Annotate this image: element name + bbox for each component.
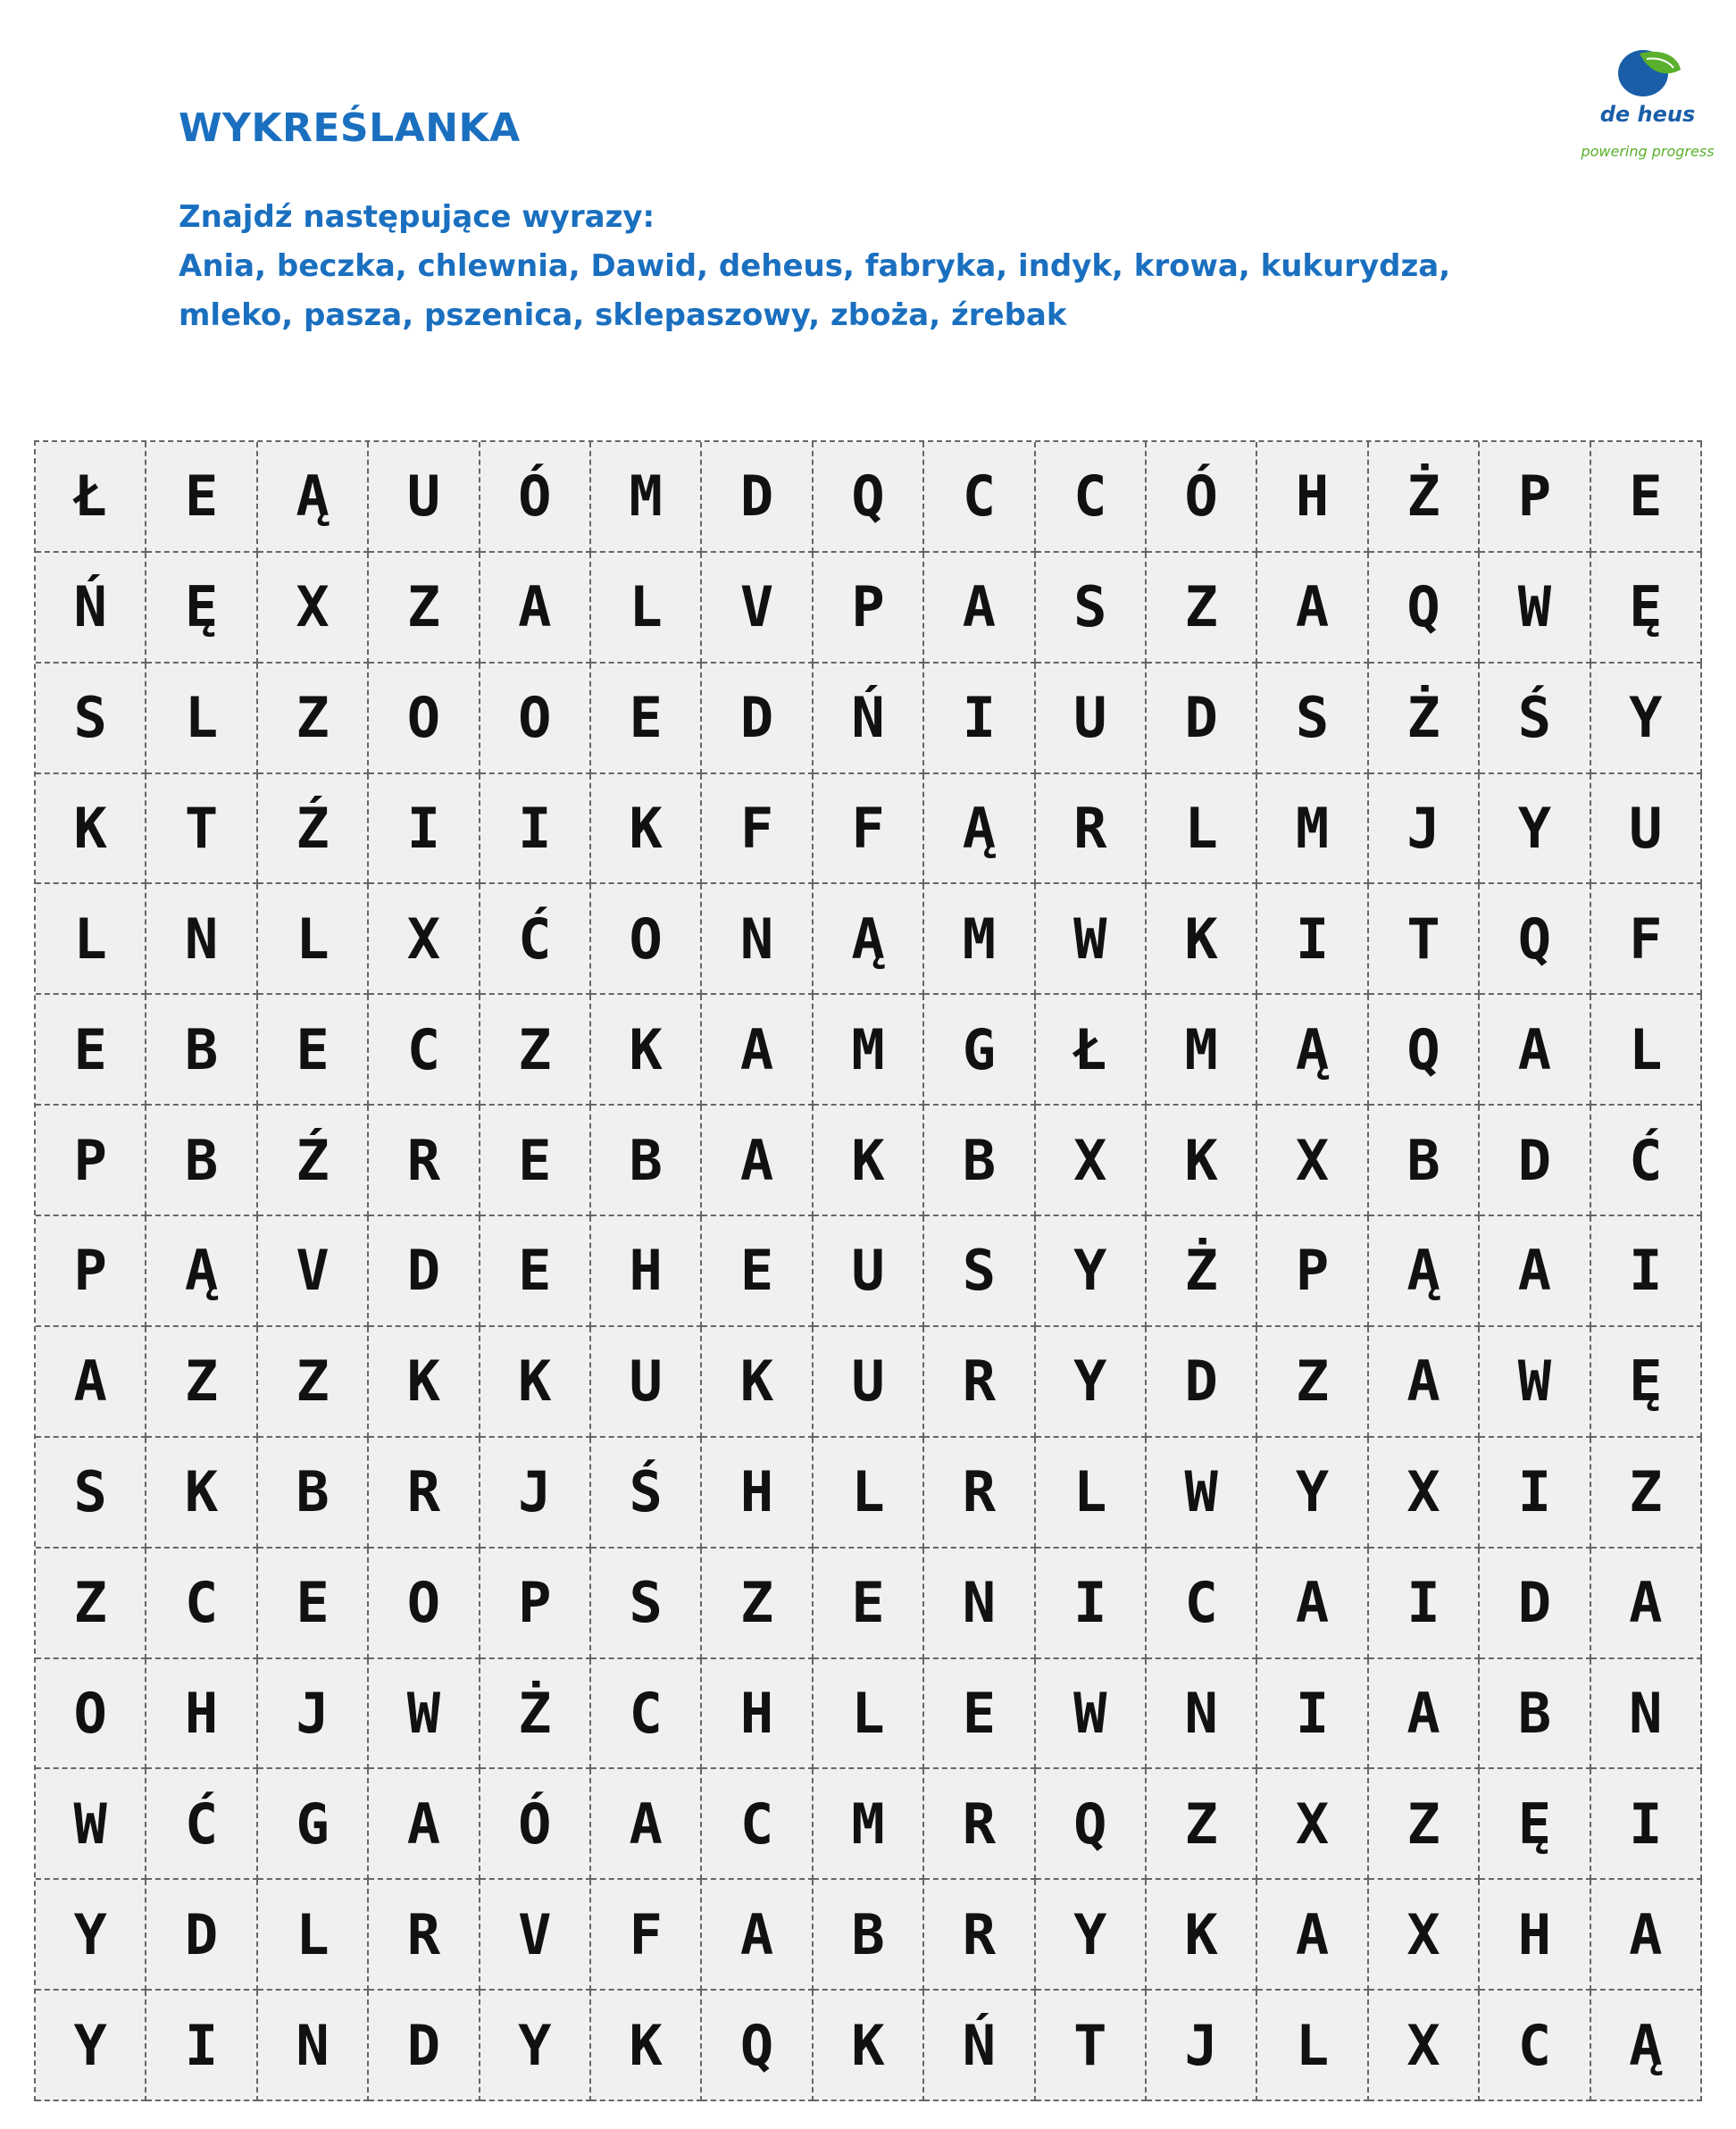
grid-cell[interactable]: E <box>814 1549 924 1659</box>
grid-cell[interactable]: Y <box>1036 1880 1147 1991</box>
grid-cell[interactable]: M <box>591 442 702 553</box>
grid-cell[interactable]: Ź <box>258 774 369 885</box>
grid-cell[interactable]: A <box>1369 1659 1480 1770</box>
grid-cell[interactable]: Ń <box>814 664 924 774</box>
grid-cell[interactable]: U <box>1036 664 1147 774</box>
grid-cell[interactable]: B <box>258 1438 369 1549</box>
grid-cell[interactable]: Ę <box>1591 1327 1702 1438</box>
grid-cell[interactable]: R <box>924 1880 1035 1991</box>
grid-cell[interactable]: P <box>36 1216 146 1327</box>
grid-cell[interactable]: K <box>480 1327 591 1438</box>
grid-cell[interactable]: K <box>814 1106 924 1216</box>
grid-cell[interactable]: X <box>1257 1106 1368 1216</box>
grid-cell[interactable]: I <box>1591 1769 1702 1880</box>
grid-cell[interactable]: Z <box>1147 553 1257 664</box>
grid-cell[interactable]: K <box>36 774 146 885</box>
grid-cell[interactable]: Ó <box>480 442 591 553</box>
grid-cell[interactable]: V <box>702 553 813 664</box>
grid-cell[interactable]: N <box>924 1549 1035 1659</box>
grid-cell[interactable]: C <box>924 442 1035 553</box>
grid-cell[interactable]: J <box>480 1438 591 1549</box>
grid-cell[interactable]: Ą <box>814 884 924 995</box>
grid-cell[interactable]: A <box>1591 1549 1702 1659</box>
grid-cell[interactable]: Ć <box>480 884 591 995</box>
grid-cell[interactable]: B <box>146 995 257 1106</box>
grid-cell[interactable]: Z <box>1257 1327 1368 1438</box>
grid-cell[interactable]: L <box>591 553 702 664</box>
grid-cell[interactable]: W <box>1147 1438 1257 1549</box>
grid-cell[interactable]: Ż <box>1369 664 1480 774</box>
grid-cell[interactable]: Z <box>1591 1438 1702 1549</box>
grid-cell[interactable]: K <box>591 995 702 1106</box>
grid-cell[interactable]: W <box>369 1659 480 1770</box>
grid-cell[interactable]: J <box>1147 1991 1257 2101</box>
grid-cell[interactable]: P <box>814 553 924 664</box>
grid-cell[interactable]: Y <box>1591 664 1702 774</box>
grid-cell[interactable]: Ć <box>146 1769 257 1880</box>
grid-cell[interactable]: N <box>702 884 813 995</box>
grid-cell[interactable]: V <box>480 1880 591 1991</box>
grid-cell[interactable]: O <box>591 884 702 995</box>
grid-cell[interactable]: L <box>814 1659 924 1770</box>
grid-cell[interactable]: C <box>369 995 480 1106</box>
grid-cell[interactable]: L <box>1257 1991 1368 2101</box>
grid-cell[interactable]: X <box>1369 1438 1480 1549</box>
grid-cell[interactable]: W <box>1480 1327 1590 1438</box>
grid-cell[interactable]: B <box>814 1880 924 1991</box>
grid-cell[interactable]: Ę <box>1591 553 1702 664</box>
grid-cell[interactable]: D <box>369 1991 480 2101</box>
grid-cell[interactable]: M <box>1257 774 1368 885</box>
grid-cell[interactable]: A <box>1480 1216 1590 1327</box>
grid-cell[interactable]: B <box>1480 1659 1590 1770</box>
grid-cell[interactable]: D <box>1147 664 1257 774</box>
grid-cell[interactable]: Y <box>1480 774 1590 885</box>
grid-cell[interactable]: I <box>369 774 480 885</box>
grid-cell[interactable]: Ó <box>480 1769 591 1880</box>
grid-cell[interactable]: A <box>1591 1880 1702 1991</box>
grid-cell[interactable]: M <box>924 884 1035 995</box>
grid-cell[interactable]: H <box>1257 442 1368 553</box>
grid-cell[interactable]: J <box>1369 774 1480 885</box>
instruction-text: Znajdź następujące wyrazy: <box>179 199 655 235</box>
grid-cell[interactable]: X <box>1036 1106 1147 1216</box>
grid-cell[interactable]: W <box>36 1769 146 1880</box>
grid-cell[interactable]: D <box>1147 1327 1257 1438</box>
grid-cell[interactable]: I <box>1257 884 1368 995</box>
grid-cell[interactable]: M <box>814 1769 924 1880</box>
grid-cell[interactable]: Ń <box>924 1991 1035 2101</box>
grid-cell[interactable]: L <box>1591 995 1702 1106</box>
grid-cell[interactable]: X <box>1369 1880 1480 1991</box>
grid-cell[interactable]: Ą <box>924 774 1035 885</box>
grid-cell[interactable]: K <box>1147 1880 1257 1991</box>
grid-cell[interactable]: F <box>702 774 813 885</box>
grid-cell[interactable]: Ł <box>36 442 146 553</box>
grid-cell[interactable]: D <box>1480 1106 1590 1216</box>
grid-cell[interactable]: V <box>258 1216 369 1327</box>
grid-cell[interactable]: S <box>1257 664 1368 774</box>
grid-cell[interactable]: D <box>702 442 813 553</box>
grid-cell[interactable]: L <box>258 1880 369 1991</box>
grid-cell[interactable]: U <box>1591 774 1702 885</box>
grid-cell[interactable]: S <box>1036 553 1147 664</box>
grid-cell[interactable]: I <box>1257 1659 1368 1770</box>
grid-cell[interactable]: I <box>480 774 591 885</box>
grid-cell[interactable]: E <box>36 995 146 1106</box>
grid-cell[interactable]: L <box>36 884 146 995</box>
grid-cell[interactable]: K <box>702 1327 813 1438</box>
word-list-line-2: mleko, pasza, pszenica, sklepaszowy, zboża, źrebak <box>179 297 1067 333</box>
grid-cell[interactable]: F <box>1591 884 1702 995</box>
grid-cell[interactable]: I <box>146 1991 257 2101</box>
grid-cell[interactable]: O <box>369 664 480 774</box>
grid-cell[interactable]: Z <box>702 1549 813 1659</box>
grid-cell[interactable]: K <box>146 1438 257 1549</box>
grid-cell[interactable]: X <box>369 884 480 995</box>
grid-cell[interactable]: L <box>1036 1438 1147 1549</box>
grid-cell[interactable]: Ę <box>1480 1769 1590 1880</box>
word-search-grid <box>34 440 1702 2101</box>
grid-cell[interactable]: R <box>369 1438 480 1549</box>
grid-cell[interactable]: Ł <box>1036 995 1147 1106</box>
grid-cell[interactable]: B <box>591 1106 702 1216</box>
grid-cell[interactable]: Ż <box>1369 442 1480 553</box>
grid-cell[interactable]: K <box>1147 884 1257 995</box>
grid-cell[interactable]: N <box>1147 1659 1257 1770</box>
grid-cell[interactable]: E <box>480 1216 591 1327</box>
grid-cell[interactable]: X <box>1369 1991 1480 2101</box>
grid-cell[interactable]: A <box>369 1769 480 1880</box>
instructions <box>179 193 1450 340</box>
grid-cell[interactable]: Z <box>258 664 369 774</box>
grid-cell[interactable]: S <box>591 1549 702 1659</box>
grid-cell[interactable]: K <box>591 1991 702 2101</box>
grid-cell[interactable]: R <box>1036 774 1147 885</box>
grid-cell[interactable]: C <box>146 1549 257 1659</box>
grid-cell[interactable]: L <box>146 664 257 774</box>
grid-cell[interactable]: B <box>924 1106 1035 1216</box>
grid-cell[interactable]: I <box>1369 1549 1480 1659</box>
logo-brand: de heus <box>1599 102 1696 127</box>
grid-cell[interactable]: Z <box>146 1327 257 1438</box>
grid-cell[interactable]: H <box>146 1659 257 1770</box>
grid-cell[interactable]: E <box>480 1106 591 1216</box>
grid-cell[interactable]: Z <box>1147 1769 1257 1880</box>
grid-cell[interactable]: Q <box>1369 995 1480 1106</box>
grid-cell[interactable]: Q <box>702 1991 813 2101</box>
grid-cell[interactable]: S <box>924 1216 1035 1327</box>
grid-cell[interactable]: H <box>591 1216 702 1327</box>
grid-cell[interactable]: A <box>591 1769 702 1880</box>
grid-cell[interactable]: H <box>702 1438 813 1549</box>
grid-cell[interactable]: I <box>1591 1216 1702 1327</box>
grid-cell[interactable]: Y <box>1036 1216 1147 1327</box>
grid-cell[interactable]: A <box>702 995 813 1106</box>
grid-cell[interactable]: U <box>814 1216 924 1327</box>
grid-cell[interactable]: Y <box>36 1991 146 2101</box>
grid-cell[interactable]: N <box>258 1991 369 2101</box>
grid-cell[interactable]: T <box>1036 1991 1147 2101</box>
grid-cell[interactable]: I <box>1480 1438 1590 1549</box>
grid-cell[interactable]: L <box>258 884 369 995</box>
grid-cell[interactable]: O <box>369 1549 480 1659</box>
grid-cell[interactable]: E <box>258 995 369 1106</box>
grid-cell[interactable]: P <box>36 1106 146 1216</box>
grid-cell[interactable]: L <box>1147 774 1257 885</box>
grid-cell[interactable]: K <box>814 1991 924 2101</box>
grid-cell[interactable]: N <box>146 884 257 995</box>
de-heus-logo <box>1565 46 1725 171</box>
grid-cell[interactable]: Z <box>258 1327 369 1438</box>
grid-cell[interactable]: E <box>146 442 257 553</box>
grid-cell[interactable]: A <box>1369 1327 1480 1438</box>
grid-cell[interactable]: Ś <box>1480 664 1590 774</box>
grid-cell[interactable]: M <box>1147 995 1257 1106</box>
grid-cell[interactable]: O <box>36 1659 146 1770</box>
grid-cell[interactable]: K <box>591 774 702 885</box>
grid-cell[interactable]: Ć <box>1591 1106 1702 1216</box>
grid-cell[interactable]: K <box>1147 1106 1257 1216</box>
grid-cell[interactable]: P <box>1480 442 1590 553</box>
grid-cell[interactable]: Q <box>1369 553 1480 664</box>
grid-cell[interactable]: E <box>258 1549 369 1659</box>
grid-cell[interactable]: N <box>1591 1659 1702 1770</box>
grid-cell[interactable]: U <box>814 1327 924 1438</box>
grid-cell[interactable]: U <box>591 1327 702 1438</box>
grid-cell[interactable]: E <box>702 1216 813 1327</box>
grid-cell[interactable]: C <box>1480 1991 1590 2101</box>
grid-cell[interactable]: S <box>36 664 146 774</box>
grid-cell[interactable]: T <box>1369 884 1480 995</box>
grid-cell[interactable]: Ę <box>146 553 257 664</box>
grid-cell[interactable]: A <box>1480 995 1590 1106</box>
grid-cell[interactable]: D <box>146 1880 257 1991</box>
grid-cell[interactable]: U <box>369 442 480 553</box>
grid-cell[interactable]: Z <box>1369 1769 1480 1880</box>
grid-cell[interactable]: Z <box>36 1549 146 1659</box>
grid-cell[interactable]: X <box>1257 1769 1368 1880</box>
grid-cell[interactable]: Ą <box>258 442 369 553</box>
page-title: WYKREŚLANKA <box>179 105 521 151</box>
grid-cell[interactable]: Y <box>36 1880 146 1991</box>
grid-cell[interactable]: D <box>369 1216 480 1327</box>
grid-cell[interactable]: Q <box>1480 884 1590 995</box>
grid-cell[interactable]: A <box>1257 1880 1368 1991</box>
grid-cell[interactable]: R <box>924 1438 1035 1549</box>
grid-cell[interactable]: G <box>924 995 1035 1106</box>
grid-cell[interactable]: L <box>814 1438 924 1549</box>
grid-cell[interactable]: P <box>1257 1216 1368 1327</box>
grid-cell[interactable]: M <box>814 995 924 1106</box>
grid-cell[interactable]: Ż <box>1147 1216 1257 1327</box>
grid-cell[interactable]: Ą <box>1257 995 1368 1106</box>
grid-cell[interactable]: J <box>258 1659 369 1770</box>
grid-cell[interactable]: A <box>702 1106 813 1216</box>
grid-cell[interactable]: Y <box>480 1991 591 2101</box>
grid-cell[interactable]: I <box>924 664 1035 774</box>
grid-cell[interactable]: B <box>146 1106 257 1216</box>
grid-cell[interactable]: A <box>480 553 591 664</box>
grid-cell[interactable]: S <box>36 1438 146 1549</box>
grid-cell[interactable]: A <box>1257 553 1368 664</box>
grid-cell[interactable]: E <box>924 1659 1035 1770</box>
grid-cell[interactable]: R <box>924 1769 1035 1880</box>
grid-cell[interactable]: F <box>814 774 924 885</box>
grid-cell[interactable]: Ą <box>1591 1991 1702 2101</box>
grid-cell[interactable]: I <box>1036 1549 1147 1659</box>
grid-cell[interactable]: E <box>591 664 702 774</box>
grid-cell[interactable]: Ą <box>1369 1216 1480 1327</box>
grid-cell[interactable]: Ś <box>591 1438 702 1549</box>
grid-cell[interactable]: A <box>36 1327 146 1438</box>
grid-cell[interactable]: A <box>702 1880 813 1991</box>
grid-cell[interactable]: T <box>146 774 257 885</box>
grid-cell[interactable]: H <box>702 1659 813 1770</box>
grid-cell[interactable]: Ó <box>1147 442 1257 553</box>
grid-cell[interactable]: W <box>1036 1659 1147 1770</box>
grid-cell[interactable]: X <box>258 553 369 664</box>
grid-cell[interactable]: C <box>1036 442 1147 553</box>
grid-cell[interactable]: D <box>1480 1549 1590 1659</box>
grid-cell[interactable]: Y <box>1257 1438 1368 1549</box>
grid-cell[interactable]: Q <box>814 442 924 553</box>
logo-slogan: powering progress <box>1581 143 1715 160</box>
grid-cell[interactable]: Ą <box>146 1216 257 1327</box>
grid-cell[interactable]: D <box>702 664 813 774</box>
grid-cell[interactable]: F <box>591 1880 702 1991</box>
grid-cell[interactable]: K <box>369 1327 480 1438</box>
globe-leaf-icon <box>1604 46 1693 105</box>
grid-cell[interactable]: B <box>1369 1106 1480 1216</box>
grid-cell[interactable]: Z <box>480 995 591 1106</box>
grid-cell[interactable]: C <box>591 1659 702 1770</box>
grid-cell[interactable]: C <box>1147 1549 1257 1659</box>
grid-cell[interactable]: W <box>1036 884 1147 995</box>
grid-cell[interactable]: R <box>924 1327 1035 1438</box>
grid-cell[interactable]: Z <box>369 553 480 664</box>
grid-cell[interactable]: Ż <box>480 1659 591 1770</box>
grid-cell[interactable]: W <box>1480 553 1590 664</box>
grid-cell[interactable]: H <box>1480 1880 1590 1991</box>
grid-cell[interactable]: A <box>1257 1549 1368 1659</box>
grid-cell[interactable]: O <box>480 664 591 774</box>
grid-cell[interactable]: A <box>924 553 1035 664</box>
grid-cell[interactable]: P <box>480 1549 591 1659</box>
grid-cell[interactable]: Ź <box>258 1106 369 1216</box>
grid-cell[interactable]: E <box>1591 442 1702 553</box>
grid-cell[interactable]: R <box>369 1880 480 1991</box>
grid-cell[interactable]: Ń <box>36 553 146 664</box>
grid-cell[interactable]: C <box>702 1769 813 1880</box>
grid-cell[interactable]: G <box>258 1769 369 1880</box>
grid-cell[interactable]: Q <box>1036 1769 1147 1880</box>
grid-cell[interactable]: Y <box>1036 1327 1147 1438</box>
word-list-line-1: Ania, beczka, chlewnia, Dawid, deheus, fabryka, indyk, krowa, kukurydza, <box>179 248 1451 284</box>
grid-cell[interactable]: R <box>369 1106 480 1216</box>
